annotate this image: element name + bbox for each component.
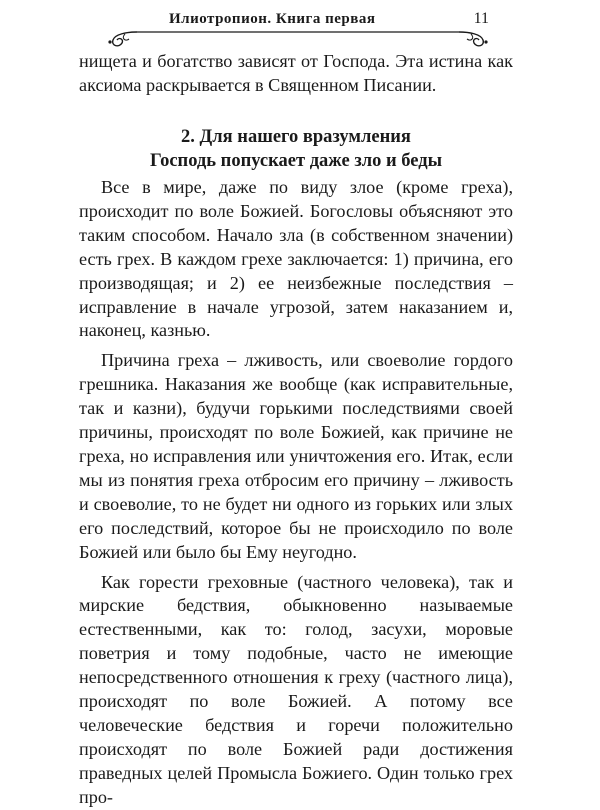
page-number: 11 (473, 10, 489, 27)
carryover-paragraph (79, 50, 513, 98)
header-ornament-icon (103, 28, 493, 50)
paragraph: Причина греха – лживость, или своеволие гордого грешника. Наказания же вообще (как исправительные, так и казни), будучи горькими последствиями своей причины, происходят по воле Божией, как причине не греха, но исправления или уничтожения его. Итак, если мы из понятия греха отбросим его причину – лживость и своеволие, то не будет ни одного из горьких или злых его последствий, которое бы не происходило по воле Божией или было бы Ему неугодно. (79, 350, 513, 562)
carryover-text: нищета и богатство зависят от Господа. Эта истина как аксиома раскрывается в Священном Писании. (79, 51, 513, 95)
running-title: Илиотропион. Книга первая (169, 11, 376, 27)
section-heading-line2: Господь попускает даже зло и беды (149, 151, 443, 171)
section-heading-line1: 2. Для нашего вразумления (181, 127, 411, 147)
running-header (103, 6, 493, 50)
paragraph: Все в мире, даже по виду злое (кроме греха), происходит по воле Божией. Богословы объясняют это таким способом. Начало зла (в собственном значении) есть грех. В каждом грехе заключается: 1) причина, его производящая; и 2) ее неизбежные последствия – исправление в начале угрозой, затем наказанием и, наконец, казнью. (79, 177, 513, 341)
section-heading (79, 125, 513, 173)
body-text (79, 176, 513, 810)
paragraph: Как горести греховные (частного человека), так и мирские бедствия, обыкновенно называемые естественными, как то: голод, засухи, моровые поветрия и тому подобные, часто не имеющие непосредственного отношения к греху (частного лица), происходят по воле Божией. А потому все человеческие бедствия и горечи положительно происходят по воле Божией ради достижения праведных целей Промысла Божиего. Один только грех про- (79, 571, 513, 807)
